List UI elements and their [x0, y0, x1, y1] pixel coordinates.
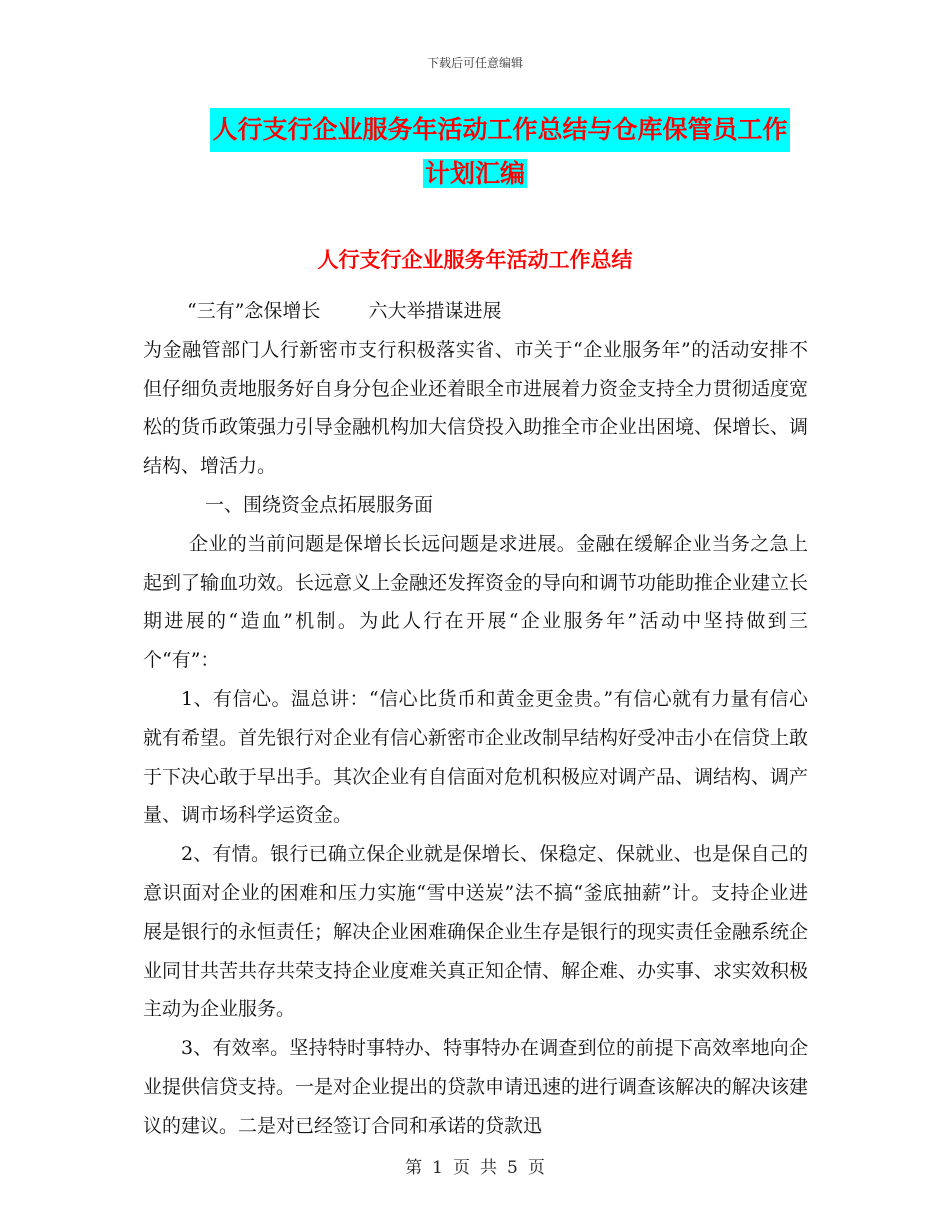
paragraph-2: 1、有信心。温总讲：“信心比货币和黄金更金贵。”有信心就有力量有信心就有希望。首先银行对企业有信心新密市企业改制早结构好受冲击小在信贷上敢于下决心敢于早出手。其次企业有自信面对危机积极应对调产品、调结构、调产量、调市场科学运资金。 [143, 687, 809, 827]
paragraph-4: 3、有效率。坚持特时事特办、特事特办在调查到位的前提下高效率地向企业提供信贷支持。一是对企业提出的贷款申请迅速的进行调查该解决的解决该建议的建议。二是对已经签订合同和承诺的贷款迅 [143, 1037, 809, 1137]
footer-total-pages: 5 [507, 1158, 518, 1178]
paragraph-3: 2、有情。银行已确立保企业就是保增长、保稳定、保就业、也是保自己的意识面对企业的困难和压力实施“雪中送炭”法不搞“釜底抽薪”计。支持企业进展是银行的永恒责任；解决企业困难确保企业生存是银行的现实责任金融系统企业同甘共苦共存共荣支持企业度难关真正知企情、解企难、办实事、求实效积极主动为企业服务。 [143, 843, 809, 1021]
subheading [143, 292, 808, 331]
footer-total-label: 共 [480, 1158, 497, 1178]
subheading-part2: 六大举措谋进展 [368, 300, 502, 322]
section-title: 人行支行企业服务年活动工作总结 [317, 248, 633, 272]
footer-page-number: 1 [432, 1158, 443, 1178]
page-footer [0, 1153, 950, 1178]
footer-middle: 页 [453, 1158, 470, 1178]
footer-prefix: 第 [405, 1158, 423, 1178]
document-title [0, 108, 950, 196]
paragraph-1: 企业的当前问题是保增长长远问题是求进展。金融在缓解企业当务之急上起到了输血功效。长远意义上金融还发挥资金的导向和调节功能助推企业建立长期进展的“造血”机制。为此人行在开展“企业服务年”活动中坚持做到三个“有”： [143, 532, 809, 672]
section1-heading: 一、围绕资金点拓展服务面 [205, 493, 434, 516]
document-title-line1: 人行支行企业服务年活动工作总结与仓库保管员工作 [210, 108, 789, 152]
intro-paragraph: 为金融管部门人行新密市支行积极落实省、市关于“企业服务年”的活动安排不但仔细负责地服务好自身分包企业还着眼全市进展着力资金支持全力贯彻适度宽松的货币政策强力引导金融机构加大信贷投入助推全市企业出困境、保增长、调结构、增活力。 [143, 338, 809, 478]
document-title-line2: 计划汇编 [424, 159, 525, 188]
document-body [143, 292, 808, 1146]
subheading-part1: “三有”念保增长 [187, 300, 321, 322]
footer-suffix: 页 [527, 1158, 545, 1178]
header-note: 下载后可任意编辑 [426, 56, 523, 70]
